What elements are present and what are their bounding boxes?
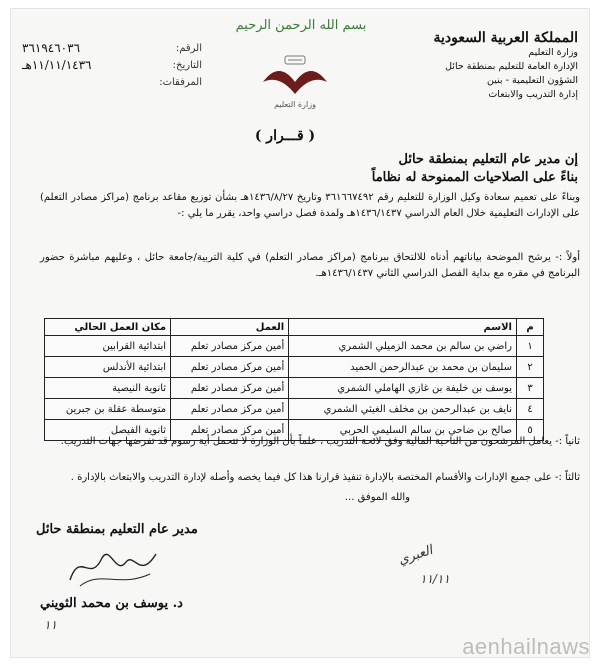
issuer-line: إن مدير عام التعليم بمنطقة حائل [398, 152, 578, 167]
closing-text: والله الموفق ... [344, 492, 410, 503]
row-place: ثانوية الفيصل [45, 420, 171, 441]
candidates-table [44, 318, 544, 441]
letterhead-right [388, 30, 578, 102]
row-number: ٢ [517, 357, 544, 378]
row-job: أمين مركز مصادر تعلم [171, 399, 289, 420]
kingdom-name: المملكة العربية السعودية [433, 30, 578, 46]
basmala: بسم الله الرحمن الرحيم [235, 18, 367, 33]
preamble-text: وبناءً على تعميم سعادة وكيل الوزارة للتعليم رقم ٣٦١٦٦٧٤٩٢ وتاريخ ١٤٣٦/٨/٢٧هـ بشأن توزيع مقاعد برنامج (مراكز مصادر التعلم) على الإدارات التعليمية خلال العام الدراسي ١٤٣٦/١٤٣٧هـ ولمدة فصل دراسي واحد، يقرر ما يلي :- [40, 192, 580, 219]
col-header-number: م [517, 319, 544, 336]
department-name: إدارة التدريب والابتعاث [488, 89, 578, 100]
row-name: نايف بن عبدالرحمن بن مخلف الغيثي الشمري [289, 399, 517, 420]
attachments-label: المرفقات: [159, 77, 202, 88]
table-header-row [45, 319, 544, 336]
row-place: ابتدائية القرابين [45, 336, 171, 357]
row-name: صالح بن ضاحي بن سالم السليمي الحربي [289, 420, 517, 441]
handwritten-date: ١١/١١ [420, 572, 450, 586]
row-place: متوسطة عقلة بن جبرين [45, 399, 171, 420]
signatory-name: د. يوسف بن محمد الثويني [40, 596, 183, 611]
footer-mark: ١١ [44, 618, 57, 632]
clause-one: أولاً :- يرشح الموضحة بياناتهم أدناه للالتحاق ببرنامج (مراكز مصادر التعلم) في كلية التربية/جامعة حائل ، وعليهم مباشرة حضور البرنامج في مقره مع بداية الفصل الدراسي الثاني ١٤٣٦/١٤٣٧هـ. [40, 252, 580, 279]
col-header-name: الاسم [289, 319, 517, 336]
logo-caption: وزارة التعليم [274, 100, 316, 109]
directorate-name: الإدارة العامة للتعليم بمنطقة حائل [445, 61, 578, 72]
table-row [45, 336, 544, 357]
row-job: أمين مركز مصادر تعلم [171, 420, 289, 441]
table-row [45, 399, 544, 420]
ministry-name: وزارة التعليم [528, 47, 578, 58]
ref-value: ٣٦١٩٤٦٠٣٦ [22, 41, 81, 55]
handwritten-note: العبري [396, 542, 435, 569]
clause-three: ثالثاً :- على جميع الإدارات والأقسام المختصة بالإدارة تنفيذ قرارنا هذا كل فيما يخصه وأصله لإدارة التدريب والابتعاث بالإدارة . [70, 472, 580, 483]
table-row [45, 378, 544, 399]
row-number: ٣ [517, 378, 544, 399]
col-header-job: العمل [171, 319, 289, 336]
col-header-place: مكان العمل الحالي [45, 319, 171, 336]
attachments-row [22, 74, 202, 91]
site-watermark: aenhailnaws [462, 634, 590, 659]
date-label: التاريخ: [172, 60, 202, 71]
row-number: ٤ [517, 399, 544, 420]
signatory-title: مدير عام التعليم بمنطقة حائل [36, 522, 198, 537]
row-job: أمين مركز مصادر تعلم [171, 378, 289, 399]
authority-line: بناءً على الصلاحيات الممنوحة له نظاماً [371, 170, 578, 185]
row-name: راضي بن سالم بن محمد الزميلي الشمري [289, 336, 517, 357]
row-name: سليمان بن محمد بن عبدالرحمن الحميد [289, 357, 517, 378]
ministry-logo-icon [255, 52, 335, 104]
ref-row [22, 40, 202, 57]
row-place: ثانوية النيصية [45, 378, 171, 399]
affairs-name: الشؤون التعليمية - بنين [486, 75, 578, 86]
table-row [45, 357, 544, 378]
ref-label: الرقم: [175, 43, 202, 54]
row-number: ١ [517, 336, 544, 357]
clause-two: ثانياً :- يعامل المرشحون من الناحية المالية وفق لائحة التدريب ، علماً بأن الوزارة لا تتحمل أية رسوم قد تفرضها جهات التدريب. [60, 436, 580, 447]
date-row [22, 57, 202, 74]
row-name: يوسف بن خليفة بن غازي الهاملي الشمري [289, 378, 517, 399]
signature-scribble-icon [60, 540, 170, 592]
date-value: ١١/١١/١٤٣٦هـ [22, 58, 92, 72]
row-job: أمين مركز مصادر تعلم [171, 336, 289, 357]
letterhead-left [22, 40, 202, 91]
row-number: ٥ [517, 420, 544, 441]
row-job: أمين مركز مصادر تعلم [171, 357, 289, 378]
decision-title: ( قـــرار ) [254, 128, 316, 144]
row-place: ابتدائية الأندلس [45, 357, 171, 378]
